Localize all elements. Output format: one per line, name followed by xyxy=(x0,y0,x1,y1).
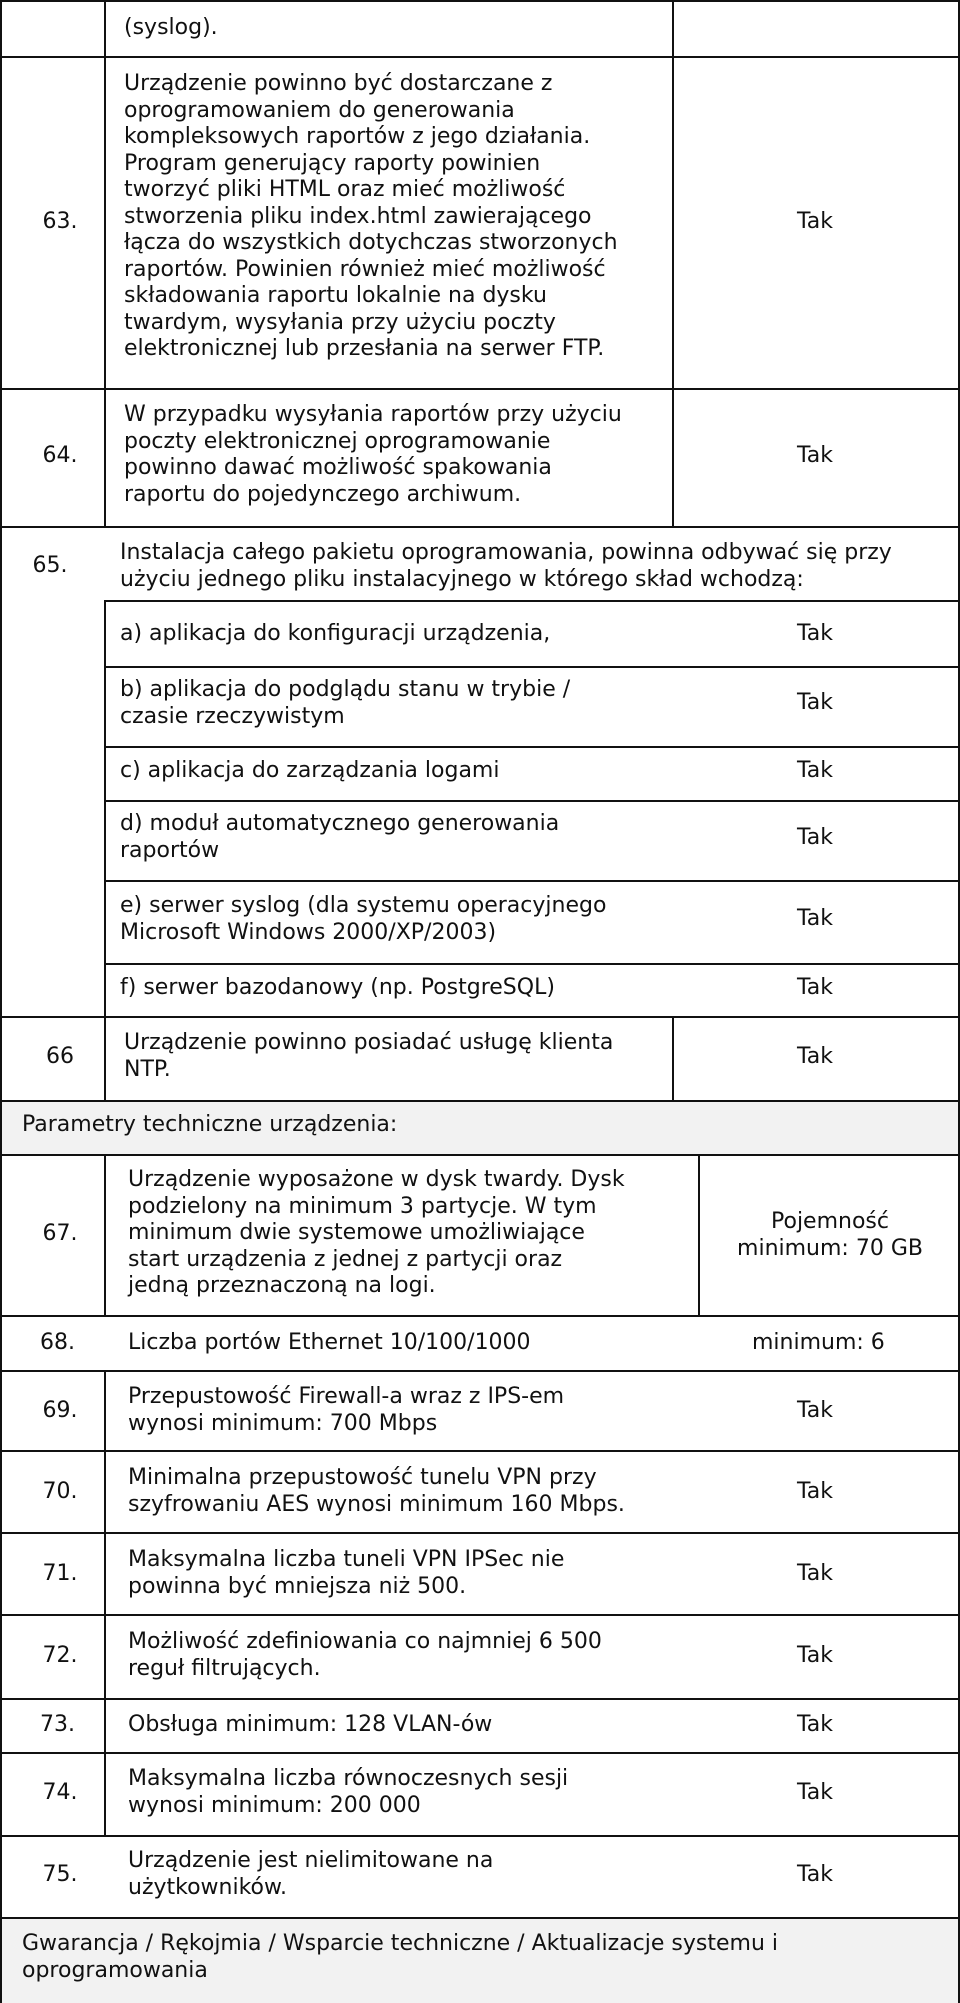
rule xyxy=(104,963,960,965)
subitem-c-value: Tak xyxy=(796,758,834,783)
rule xyxy=(0,1315,960,1317)
rule xyxy=(0,1016,960,1018)
row-63-text: Urządzenie powinno być dostarczane z oprogramowaniem do generowania kompleksowych raportów z jego działania. Program generujący raporty powinien tworzyć pliki HTML oraz mieć możliwość stworzenia pliku index.html zawierającego łącza do wszystkich dotychczas stworzonych raportów. Powinien również mieć możliwość składowania raportu lokalnie na dysku twardym, wysyłania przy użyciu poczty elektronicznej lub przesłania na serwer FTP. xyxy=(124,71,618,361)
row-64-number: 64. xyxy=(42,443,78,468)
subitem-c-text: c) aplikacja do zarządzania logami xyxy=(120,758,500,783)
rule xyxy=(104,666,960,668)
rule xyxy=(104,1370,106,1835)
subitem-f-text: f) serwer bazodanowy (np. PostgreSQL) xyxy=(120,975,555,1000)
subitem-e-text: e) serwer syslog (dla systemu operacyjnego Microsoft Windows 2000/XP/2003) xyxy=(120,893,607,945)
row-75-number: 75. xyxy=(42,1862,78,1887)
row-64-text: W przypadku wysyłania raportów przy użyciu poczty elektronicznej oprogramowanie powinno dawać możliwość spakowania raportu do pojedynczego archiwum. xyxy=(124,402,622,507)
row-71-value: Tak xyxy=(796,1561,834,1586)
row-72-text: Możliwość zdefiniowania co najmniej 6 500 reguł filtrujących. xyxy=(128,1629,602,1681)
rule xyxy=(0,526,960,528)
rule xyxy=(0,1532,960,1534)
row-75-text: Urządzenie jest nielimitowane na użytkowników. xyxy=(128,1848,494,1900)
row-74-text: Maksymalna liczba równoczesnych sesji wynosi minimum: 200 000 xyxy=(128,1766,569,1818)
rule xyxy=(104,600,106,1100)
row-64-value: Tak xyxy=(796,443,834,468)
section-header: Gwarancja / Rękojmia / Wsparcie techniczne / Aktualizacje systemu i oprogramowania xyxy=(22,1931,779,1983)
row-73-value: Tak xyxy=(796,1712,834,1737)
row-70-text: Minimalna przepustowość tunelu VPN przy szyfrowaniu AES wynosi minimum 160 Mbps. xyxy=(128,1465,625,1517)
row-70-number: 70. xyxy=(42,1479,78,1504)
rule xyxy=(0,1100,960,1102)
rule xyxy=(0,1614,960,1616)
rule xyxy=(0,0,2,2003)
rule xyxy=(104,746,960,748)
subitem-d-text: d) moduł automatycznego generowania raportów xyxy=(120,811,560,863)
subitem-a-text: a) aplikacja do konfiguracji urządzenia, xyxy=(120,621,551,646)
rule xyxy=(104,600,960,602)
row-65-text: Instalacja całego pakietu oprogramowania, powinna odbywać się przy użyciu jednego pliku instalacyjnego w którego skład wchodzą: xyxy=(120,540,892,592)
subitem-b-text: b) aplikacja do podglądu stanu w trybie / czasie rzeczywistym xyxy=(120,677,571,729)
row-63-number: 63. xyxy=(42,209,78,234)
subitem-b-value: Tak xyxy=(796,690,834,715)
row-74-value: Tak xyxy=(796,1780,834,1805)
row-73-text: Obsługa minimum: 128 VLAN-ów xyxy=(128,1712,493,1737)
row-63-value: Tak xyxy=(796,209,834,234)
row-68-text: Liczba portów Ethernet 10/100/1000 xyxy=(128,1330,531,1355)
subitem-d-value: Tak xyxy=(796,825,834,850)
rule xyxy=(0,1752,960,1754)
row-68-value: minimum: 6 xyxy=(752,1330,885,1355)
row-67-number: 67. xyxy=(42,1221,78,1246)
rule xyxy=(104,800,960,802)
rule xyxy=(104,0,106,526)
rule xyxy=(0,1917,960,1919)
rule xyxy=(0,56,960,58)
rule xyxy=(0,1698,960,1700)
rule xyxy=(0,1370,960,1372)
row-70-value: Tak xyxy=(796,1479,834,1504)
row-69-value: Tak xyxy=(796,1398,834,1423)
row-66-text: Urządzenie powinno posiadać usługę klienta NTP. xyxy=(124,1030,614,1082)
row-73-number: 73. xyxy=(40,1712,75,1737)
rule xyxy=(104,880,960,882)
rule xyxy=(0,0,960,2)
row-72-number: 72. xyxy=(42,1643,78,1668)
row-69-text: Przepustowość Firewall-a wraz z IPS-em wynosi minimum: 700 Mbps xyxy=(128,1384,565,1436)
row-67-text: Urządzenie wyposażone w dysk twardy. Dysk podzielony na minimum 3 partycje. W tym minimum dwie systemowe umożliwiające start urządzenia z jednej z partycji oraz jedną przeznaczoną na logi. xyxy=(128,1167,625,1298)
rule xyxy=(0,1450,960,1452)
row-71-number: 71. xyxy=(42,1561,78,1586)
row-62-text: (syslog). xyxy=(124,15,218,40)
subitem-f-value: Tak xyxy=(796,975,834,1000)
rule xyxy=(672,1016,674,1100)
row-67-value: Pojemność minimum: 70 GB xyxy=(737,1209,923,1261)
row-75-value: Tak xyxy=(796,1862,834,1887)
row-74-number: 74. xyxy=(42,1780,78,1805)
subitem-a-value: Tak xyxy=(796,621,834,646)
row-68-number: 68. xyxy=(40,1330,75,1355)
row-66-value: Tak xyxy=(796,1044,834,1069)
rule xyxy=(0,1835,960,1837)
subitem-e-value: Tak xyxy=(796,906,834,931)
rule xyxy=(698,1154,700,1315)
rule xyxy=(672,0,674,526)
row-69-number: 69. xyxy=(42,1398,78,1423)
row-65-number: 65. xyxy=(32,553,68,578)
row-72-value: Tak xyxy=(796,1643,834,1668)
row-66-number: 66 xyxy=(46,1044,74,1069)
rule xyxy=(104,1154,106,1315)
rule xyxy=(0,1154,960,1156)
rule xyxy=(0,388,960,390)
row-71-text: Maksymalna liczba tuneli VPN IPSec nie powinna być mniejsza niż 500. xyxy=(128,1547,565,1599)
section-header: Parametry techniczne urządzenia: xyxy=(22,1112,398,1137)
